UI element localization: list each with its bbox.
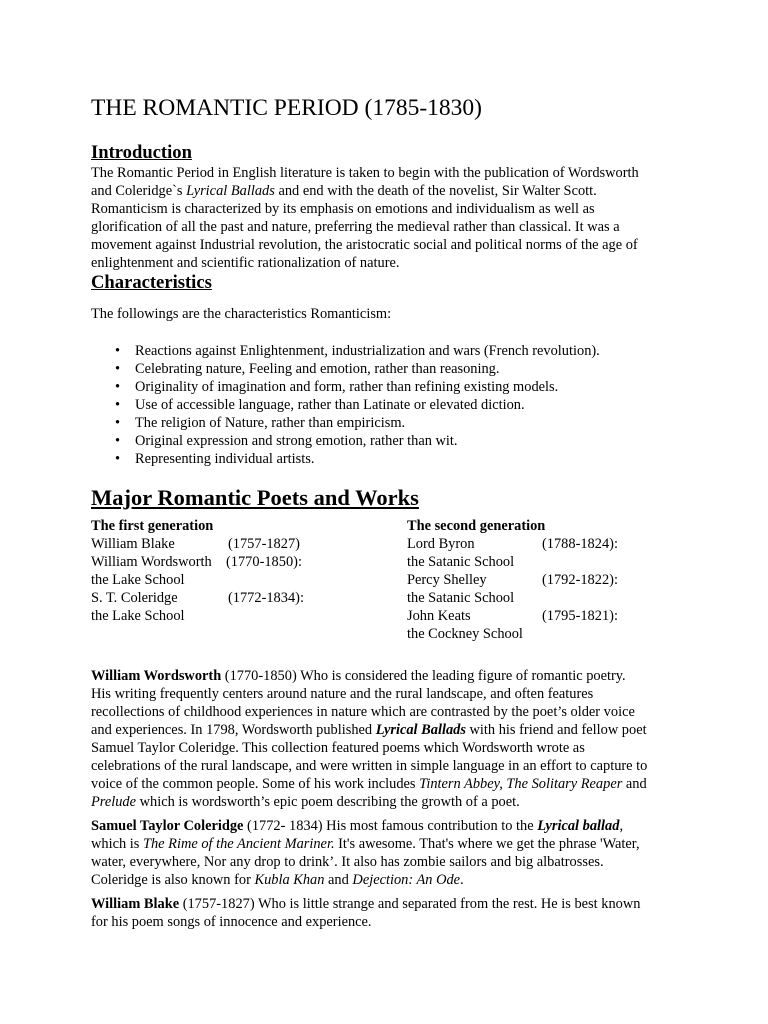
poet-row: the Satanic School (407, 554, 515, 570)
list-item: • The religion of Nature, rather than empiricism. (91, 414, 600, 432)
poet-row: the Satanic School (407, 590, 515, 606)
blake-paragraph: William Blake (1757-1827) Who is little strange and separated from the rest. He is best known for his poem songs of innocence and experience. (91, 896, 641, 930)
poet-row: S. T. Coleridge (1772-1834): (91, 590, 304, 606)
lyrical-ballad-title: Lyrical ballad (537, 818, 620, 834)
characteristics-list (91, 342, 600, 468)
poet-row: William Blake (1757-1827) (91, 536, 300, 552)
list-item: • Representing individual artists. (91, 450, 600, 468)
poets-heading: Major Romantic Poets and Works (91, 485, 419, 510)
intro-line: Romanticism is characterized by its emphasis on emotions and individualism as well as (91, 201, 595, 217)
first-generation-column (91, 517, 381, 625)
second-generation-label: The second generation (407, 518, 546, 534)
introduction-paragraph (91, 164, 639, 272)
first-generation-label: The first generation (91, 518, 214, 534)
list-item: • Reactions against Enlightenment, industrialization and wars (French revolution). (91, 342, 600, 360)
blake-name: William Blake (91, 896, 180, 912)
wordsworth-name: William Wordsworth (91, 668, 222, 684)
lyrical-ballads-title: Lyrical Ballads (375, 722, 466, 738)
intro-line: The Romantic Period in English literature is taken to begin with the publication of Wordsworth (91, 165, 639, 181)
page-title: THE ROMANTIC PERIOD (1785-1830) (91, 95, 482, 121)
second-generation-column (407, 517, 697, 643)
poet-row: William Wordsworth (1770-1850): (91, 554, 302, 570)
intro-line: and Coleridge`s Lyrical Ballads and end with the death of the novelist, Sir Walter Scott. (91, 183, 597, 199)
work-titles: Tintern Abbey, The Solitary Reaper (419, 776, 623, 792)
wordsworth-paragraph: William Wordsworth (1770-1850) Who is considered the leading figure of romantic poetry. His writing frequently centers around nature and the rural landscape, and often features recollections of childhood experiences in nature which are contrasted by the poet’s older voice and experiences. In 1798, Wordsworth published Lyrical Ballads with his friend and fellow poet Samuel Taylor Coleridge. This collection featured poems which Wordsworth wrote as celebrations of the rural landscape, and were written in simple language in an effort to capture to voice of the common people. Some of his work includes Tintern Abbey, The Solitary Reaper and Prelude which is wordsworth’s epic poem describing the growth of a poet. (91, 668, 648, 810)
characteristics-intro: The followings are the characteristics Romanticism: (91, 306, 392, 322)
ancient-mariner-title: The Rime of the Ancient Mariner. (142, 836, 335, 852)
lyrical-ballads-title: Lyrical Ballads (186, 183, 275, 199)
coleridge-paragraph: Samuel Taylor Coleridge (1772- 1834) His most famous contribution to the Lyrical ballad, which is The Rime of the Ancient Mariner. It's awesome. That's where we get the phrase 'Water, water, everywhere, Nor any drop to drink’. It also has zombie sailors and big albatrosses. Coleridge is also known for Kubla Khan and Dejection: An Ode. (91, 818, 640, 888)
intro-line: enlightenment and scientific rationalization of nature. (91, 255, 400, 271)
dejection-title: Dejection: An Ode (352, 872, 461, 888)
list-item: • Originality of imagination and form, rather than refining existing models. (91, 378, 600, 396)
poet-row: the Lake School (91, 608, 185, 624)
list-item: • Original expression and strong emotion, rather than wit. (91, 432, 600, 450)
intro-line: glorification of all the past and nature, preferring the medieval rather than classical. It was a (91, 219, 620, 235)
kubla-khan-title: Kubla Khan (254, 872, 325, 888)
characteristics-heading: Characteristics (91, 272, 212, 293)
list-item: • Celebrating nature, Feeling and emotion, rather than reasoning. (91, 360, 600, 378)
poet-row: the Cockney School (407, 626, 523, 642)
intro-line: movement against Industrial revolution, the aristocratic social and political norms of the age of (91, 237, 638, 253)
coleridge-name: Samuel Taylor Coleridge (91, 818, 244, 834)
poet-row: Lord Byron (1788-1824): (407, 536, 618, 552)
poet-row: John Keats (1795-1821): (407, 608, 618, 624)
list-item: • Use of accessible language, rather than Latinate or elevated diction. (91, 396, 600, 414)
poet-row: the Lake School (91, 572, 185, 588)
poet-row: Percy Shelley (1792-1822): (407, 572, 618, 588)
prelude-title: Prelude (91, 794, 137, 810)
introduction-heading: Introduction (91, 142, 192, 163)
